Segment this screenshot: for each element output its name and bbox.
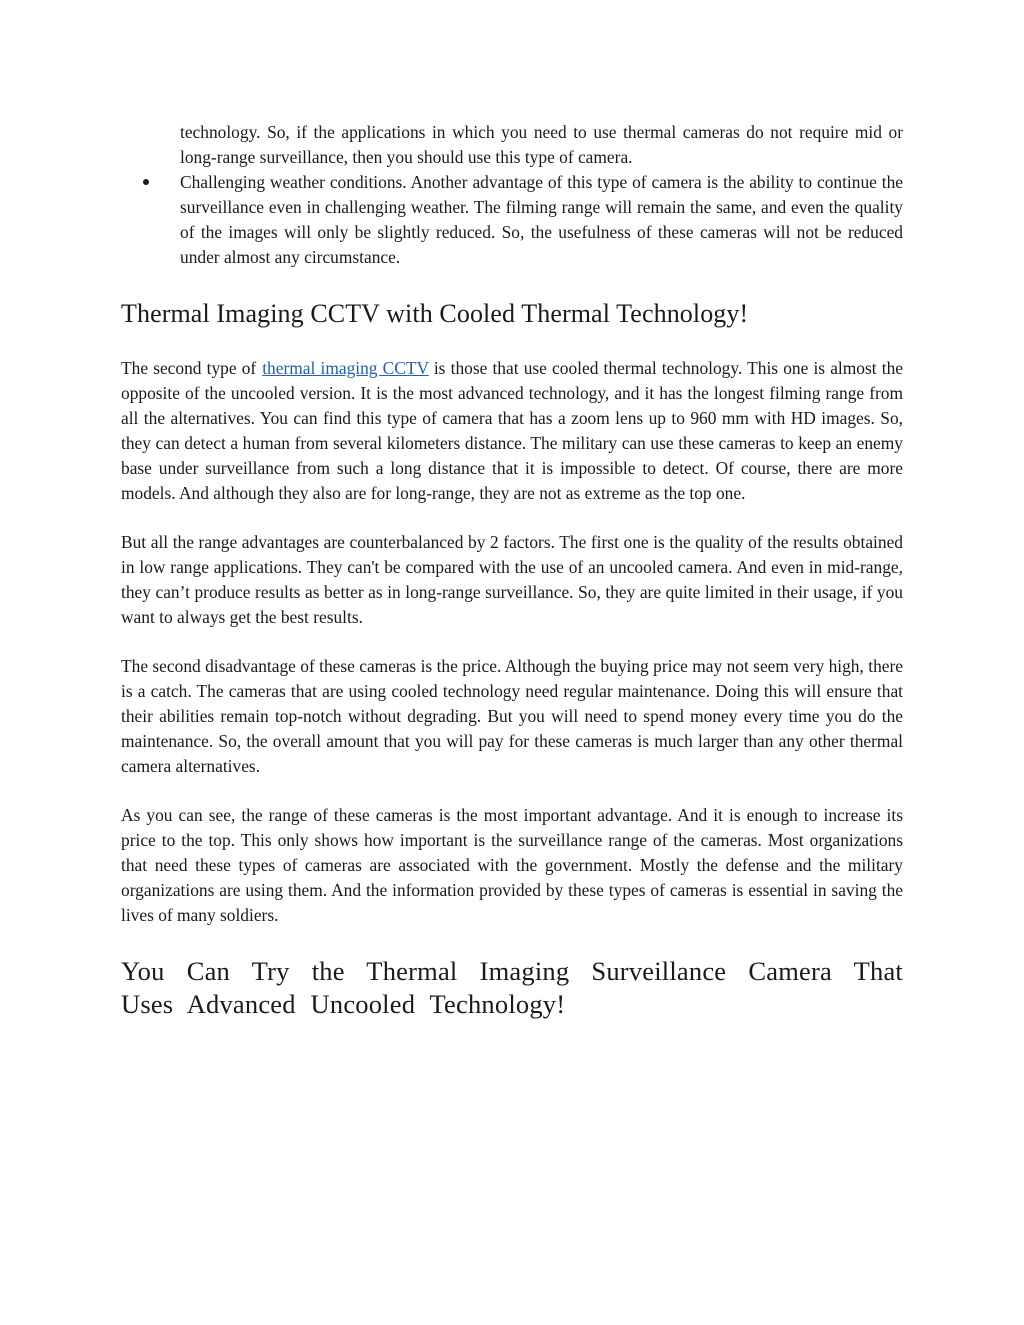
bullet-dot-icon [141,170,151,195]
paragraph-price-disadvantage: The second disadvantage of these cameras is the price. Although the buying price may not seem very high, there is a catch. The cameras that are using cooled technology need regular maintenance. Doing this will ensure that their abilities remain top-notch without degrading. But you will need to spend money every time you do the maintenance. So, the overall amount that you will pay for these cameras is much larger than any other thermal camera alternatives. [121,656,903,776]
paragraph-cooled-intro [121,356,903,506]
section-heading-uncooled: You Can Try the Thermal Imaging Surveillance Camera That Uses Advanced Uncooled Technology! [121,956,903,1019]
bullet-continuation-text: technology. So, if the applications in which you need to use thermal cameras do not require mid or long-range surveillance, then you should use this type of camera. [180,122,903,167]
section-heading-cooled: Thermal Imaging CCTV with Cooled Thermal Technology! [121,299,749,328]
bullet-list-item [180,170,903,270]
paragraph-text-after-link: is those that use cooled thermal technology. This one is almost the opposite of the uncooled version. It is the most advanced technology, and it has the longest filming range from all the alternatives. You can find this type of camera that has a zoom lens up to 960 mm with HD images. So, they can detect a human from several kilometers distance. The military can use these cameras to keep an enemy base under surveillance from such a long distance that it is impossible to detect. Of course, there are more models. And although they also are for long-range, they are not as extreme as the top one. [121,358,903,503]
paragraph-text-before-link: The second type of [121,358,257,378]
bullet-item-text: Challenging weather conditions. Another advantage of this type of camera is the ability to continue the surveillance even in challenging weather. The filming range will remain the same, and even the quality of the images will only be slightly reduced. So, the usefulness of these cameras will not be reduced under almost any circumstance. [180,172,903,267]
document-page [121,120,903,1021]
paragraph-conclusion: As you can see, the range of these cameras is the most important advantage. And it is enough to increase its price to the top. This only shows how important is the surveillance range of the cameras. Most organizations that need these types of cameras are associated with the government. Mostly the defense and the military organizations are using them. And the information provided by these types of cameras is essential in saving the lives of many soldiers. [121,805,903,925]
paragraph-range-advantages: But all the range advantages are counterbalanced by 2 factors. The first one is the quality of the results obtained in low range applications. They can't be compared with the use of an uncooled camera. And even in mid-range, they can’t produce results as better as in long-range surveillance. So, they are quite limited in their usage, if you want to always get the best results. [121,532,903,627]
bullet-list [121,120,903,270]
thermal-imaging-cctv-link[interactable]: thermal imaging CCTV [262,358,429,378]
